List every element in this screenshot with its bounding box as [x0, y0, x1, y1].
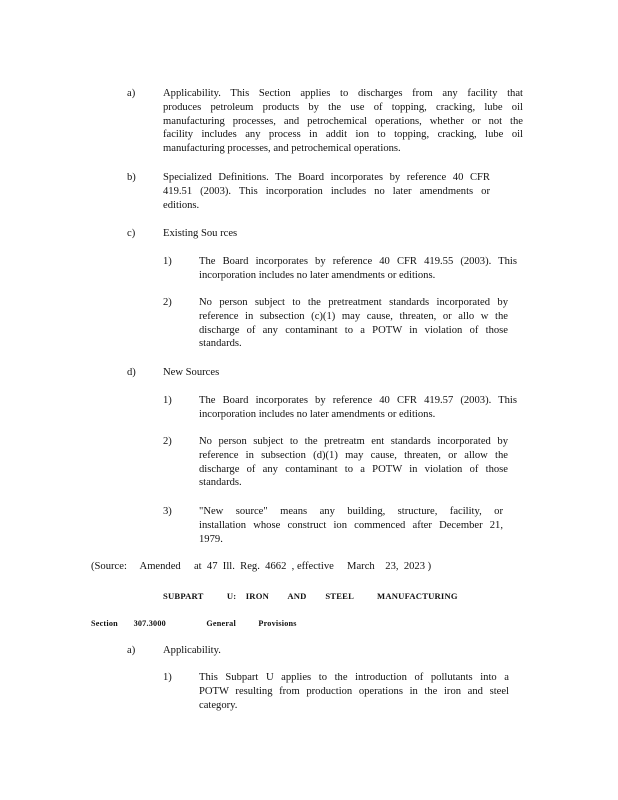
source-note: (Source: Amended at 47 Ill. Reg. 4662 , effective March 23, 2023 ) [91, 561, 432, 572]
item-d1-label: 1) [163, 395, 172, 406]
item-c1-text: The Board incorporates by reference 40 CFR 419.55 (2003). This incorporation includes no later amendments or editions. [199, 256, 517, 281]
item-d-heading: New Sources [163, 367, 220, 378]
item-c2-label: 2) [163, 297, 172, 308]
section-a1-label: 1) [163, 672, 172, 683]
item-d3-label: 3) [163, 506, 172, 517]
section-a-label: a) [127, 645, 136, 656]
item-d3-text: "New source" means any building, structure, facility, or installation whose construct ion commenced after December 21, 1979. [199, 506, 503, 545]
item-b-label: b) [127, 172, 136, 183]
item-d-label: d) [127, 367, 136, 378]
item-a-text: Applicability. This Section applies to discharges from any facility that produces petroleum products by the use of topping, cracking, lube oil manufacturing processes, and petrochemical operations, whether or not the facility includes any process in addit ion to topping, cracking, lube oil manufacturing processes, and petrochemical operations. [163, 88, 523, 155]
item-c-label: c) [127, 228, 136, 239]
item-d2-label: 2) [163, 436, 172, 447]
item-c-heading: Existing Sou rces [163, 228, 238, 239]
item-a-label: a) [127, 88, 136, 99]
subpart-heading: SUBPART U: IRON AND STEEL MANUFACTURING [163, 591, 458, 601]
item-d1-text: The Board incorporates by reference 40 CFR 419.57 (2003). This incorporation includes no later amendments or editions. [199, 395, 517, 420]
section-a1-text: This Subpart U applies to the introduction of pollutants into a POTW resulting from production operations in the iron and steel category. [199, 672, 509, 711]
item-d2-text: No person subject to the pretreatm ent standards incorporated by reference in subsection (d)(1) may cause, threaten, or allow the discharge of any contaminant to a POTW in violation of those standards. [199, 436, 508, 489]
section-heading: Section 307.3000 General Provisions [91, 619, 297, 628]
item-c1-label: 1) [163, 256, 172, 267]
section-a-heading: Applicability. [163, 645, 221, 656]
item-b-text: Specialized Definitions. The Board incorporates by reference 40 CFR 419.51 (2003). This incorporation includes no later amendments or editions. [163, 172, 490, 211]
item-c2-text: No person subject to the pretreatment standards incorporated by reference in subsection (c)(1) may cause, threaten, or allo w the discharge of any contaminant to a POTW in violation of those standards. [199, 297, 508, 350]
